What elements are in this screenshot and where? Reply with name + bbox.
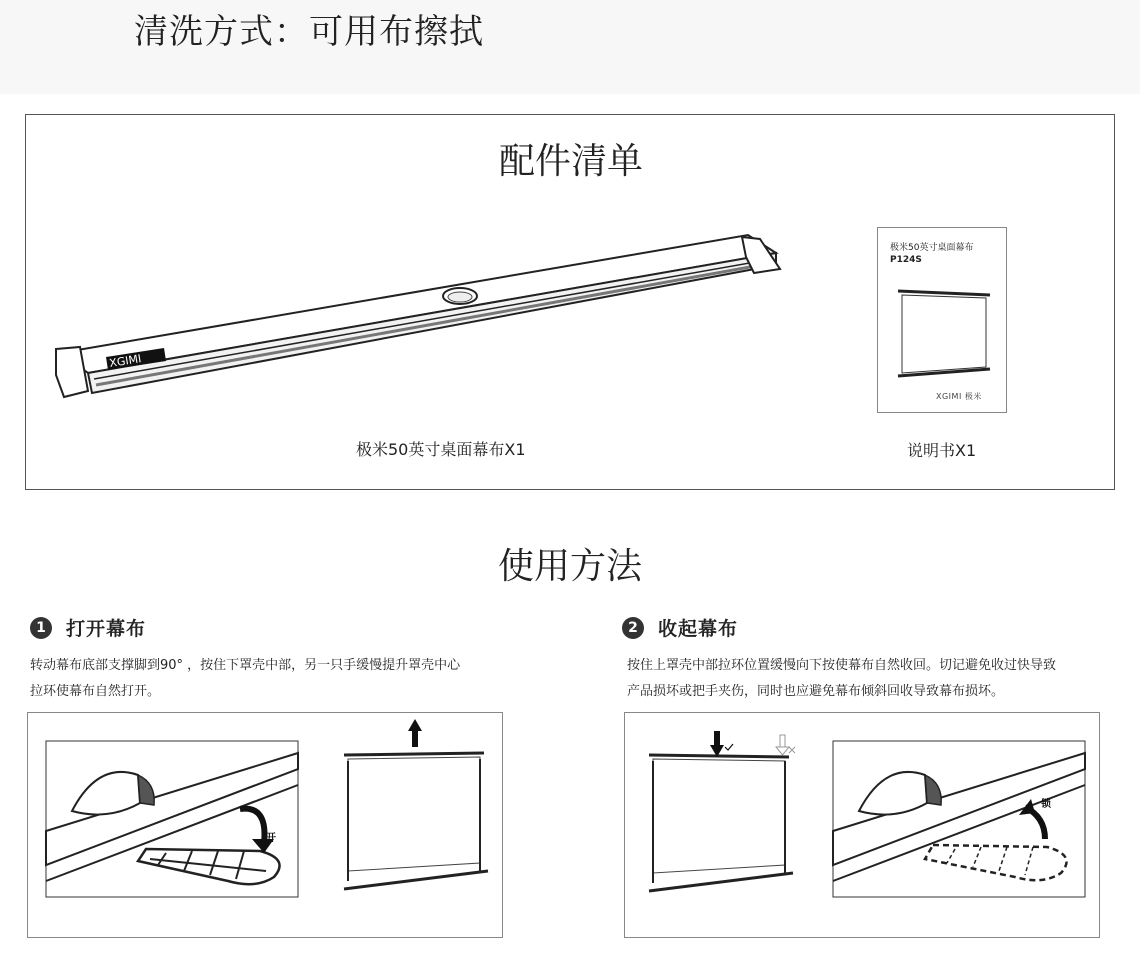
- usage-title: 使用方法: [497, 546, 642, 587]
- header-band: [0, 0, 1140, 94]
- manual-caption: 说明书X1: [907, 441, 977, 460]
- step-2-number: 2: [622, 617, 644, 639]
- step-2-lock-label: 锁: [1041, 799, 1051, 810]
- step-1-illustration: [28, 713, 502, 937]
- accessories-title: 配件清单: [498, 141, 643, 182]
- step-1-open-label: 开: [266, 833, 276, 844]
- manual-screen-icon: [878, 283, 1008, 393]
- step-1-line-2: 拉环使幕布自然打开。: [30, 684, 161, 699]
- step-2-illustration: [625, 713, 1099, 937]
- screen-rod-illustration: [48, 233, 783, 413]
- step-1-number: 1: [30, 617, 52, 639]
- step-1-heading: [30, 614, 146, 641]
- step-1-description: [30, 653, 510, 705]
- step-2-line-2: 产品损坏或把手夹伤，同时也应避免幕布倾斜回收导致幕布损坏。: [627, 684, 1005, 699]
- step-2-line-1: 按住上罩壳中部拉环位置缓慢向下按使幕布自然收回。切记避免收过快导致: [627, 658, 1057, 673]
- step-1-illustration-panel: [27, 712, 503, 938]
- manual-illustration: [877, 227, 1007, 413]
- step-2-description: [627, 653, 1107, 705]
- manual-cover-model: P124S: [890, 255, 922, 265]
- screen-caption: 极米50英寸桌面幕布X1: [356, 440, 526, 459]
- manual-cover-title: 极米50英寸桌面幕布: [890, 243, 974, 253]
- manual-cover-brand: XGIMI 极米: [936, 392, 982, 401]
- step-2-heading: [622, 614, 738, 641]
- step-1-title: 打开幕布: [66, 618, 147, 640]
- accessories-section: [25, 114, 1115, 490]
- step-1-line-1: 转动幕布底部支撑脚到90° ，按住下罩壳中部，另一只手缓慢提升罩壳中心: [30, 658, 461, 673]
- cleaning-method-title: 清洗方式：可用布擦拭: [134, 12, 484, 52]
- screen-logo: XGIMI: [108, 352, 143, 370]
- step-2-title: 收起幕布: [658, 618, 739, 640]
- step-2-illustration-panel: [624, 712, 1100, 938]
